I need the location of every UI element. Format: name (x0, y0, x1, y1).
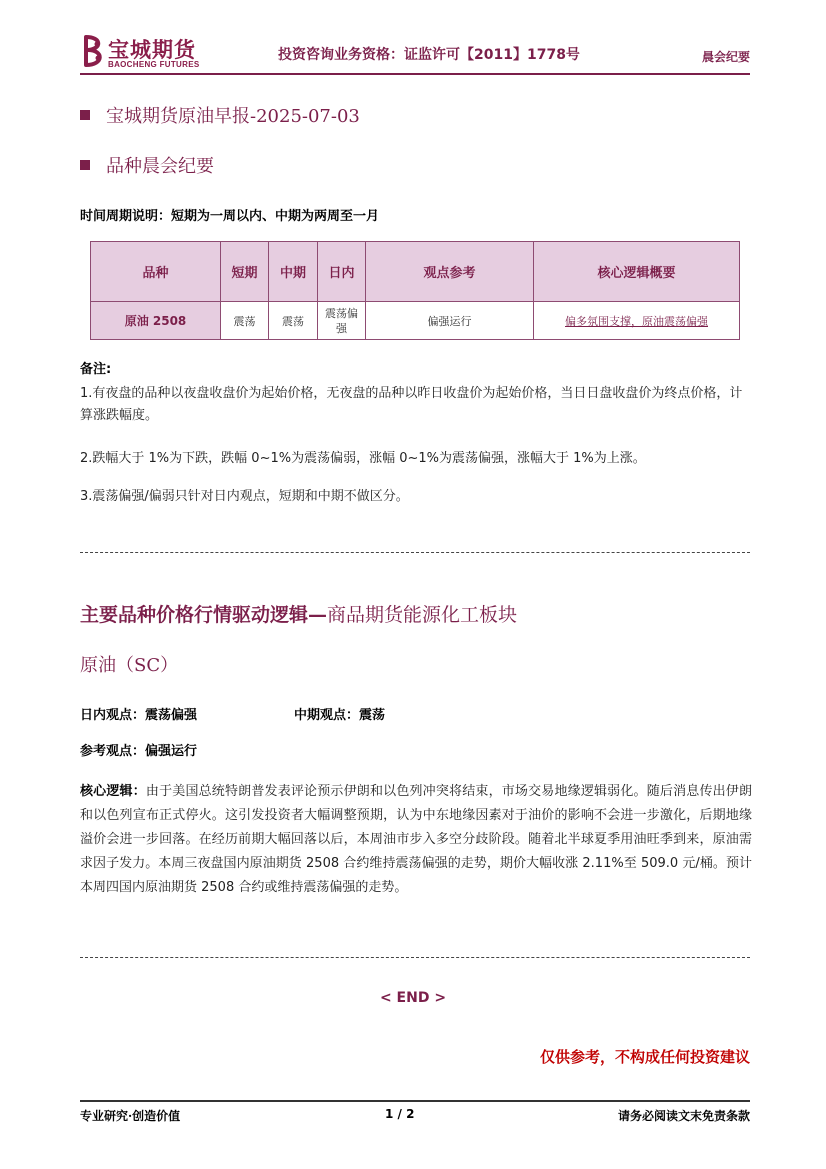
ref-view: 参考观点：偏强运行 (80, 744, 198, 759)
report-title: 宝城期货原油早报-2025-07-03 (80, 102, 360, 128)
driver-title-sub: 商品期货能源化工板块 (327, 604, 518, 626)
cell-short: 震荡 (221, 302, 269, 340)
header-view: 观点参考 (366, 242, 534, 302)
logo-en-text: BAOCHENG FUTURES (108, 60, 200, 69)
square-bullet-icon (80, 110, 90, 120)
disclaimer-text: 仅供参考，不构成任何投资建议 (539, 1048, 750, 1066)
core-logic-text: 由于美国总统特朗普发表评论预示伊朗和以色列冲突将结束，市场交易地缘逻辑弱化。随后消息传出伊朗和以色列宣布正式停火。这引发投资者大幅调整预期，认为中东地缘因素对于油价的影响不会进一步激化，后期地缘溢价会进一步回落。在经历前期大幅回落以后，本周油市步入多空分歧阶段。随着北半球夏季用油旺季到来，原油需求因子发力。本周三夜盘国内原油期货 2508 合约维持震荡偏强的走势，期价大幅收涨 2.11%至 509.0 元/桶。预计本周四国内原油期货 2508 合约或维持震荡偏强的走势。 (80, 784, 752, 895)
intraday-view: 日内观点：震荡偏强 (80, 708, 198, 723)
period-note: 时间周期说明：短期为一周以内、中期为两周至一月 (80, 209, 380, 224)
core-logic-label: 核心逻辑： (80, 784, 146, 799)
note-1: 1.有夜盘的品种以夜盘收盘价为起始价格，无夜盘的品种以昨日收盘价为起始价格，当日日盘收盘价为终点价格，计算涨跌幅度。 (80, 386, 743, 423)
baocheng-logo-icon (80, 34, 108, 68)
dashed-divider (80, 957, 750, 958)
table-header-row (91, 242, 740, 302)
doc-type-label: 晨会纪要 (701, 50, 750, 64)
header-variety: 品种 (91, 242, 221, 302)
logo-cn-text: 宝城期货 (108, 37, 196, 62)
cell-variety: 原油 2508 (91, 302, 221, 340)
summary-title: 品种晨会纪要 (80, 152, 214, 178)
header-short: 短期 (221, 242, 269, 302)
header-divider (80, 73, 750, 75)
variety-title: 原油（SC） (80, 655, 179, 676)
note-2: 2.跌幅大于 1%为下跌，跌幅 0~1%为震荡偏弱，涨幅 0~1%为震荡偏强，涨幅大于 1%为上涨。 (80, 451, 646, 466)
page-number: 1 / 2 (385, 1107, 415, 1121)
summary-table (90, 241, 740, 340)
company-logo (80, 32, 210, 72)
license-text: 投资咨询业务资格：证监许可【2011】1778号 (278, 47, 580, 63)
notes-label: 备注: (80, 362, 112, 377)
cell-core-link[interactable]: 偏多氛围支撑，原油震荡偏强 (534, 302, 740, 340)
footer-disclaimer-note: 请务必阅读文末免责条款 (617, 1109, 750, 1123)
header-core: 核心逻辑概要 (534, 242, 740, 302)
header-intraday: 日内 (318, 242, 366, 302)
cell-intraday: 震荡偏强 (318, 302, 366, 340)
page-header (80, 32, 750, 74)
square-bullet-icon (80, 160, 90, 170)
table-row (91, 302, 740, 340)
footer-divider (80, 1100, 750, 1102)
dashed-divider (80, 552, 750, 553)
note-3: 3.震荡偏强/偏弱只针对日内观点，短期和中期不做区分。 (80, 489, 409, 504)
core-logic-paragraph (80, 780, 752, 900)
header-mid: 中期 (269, 242, 318, 302)
cell-mid: 震荡 (269, 302, 318, 340)
driver-title-main: 主要品种价格行情驱动逻辑— (80, 604, 328, 626)
footer-slogan: 专业研究·创造价值 (80, 1109, 181, 1123)
mid-view: 中期观点：震荡 (294, 708, 386, 723)
cell-view: 偏强运行 (366, 302, 534, 340)
end-mark: < END > (379, 990, 447, 1006)
driver-title (80, 600, 517, 627)
